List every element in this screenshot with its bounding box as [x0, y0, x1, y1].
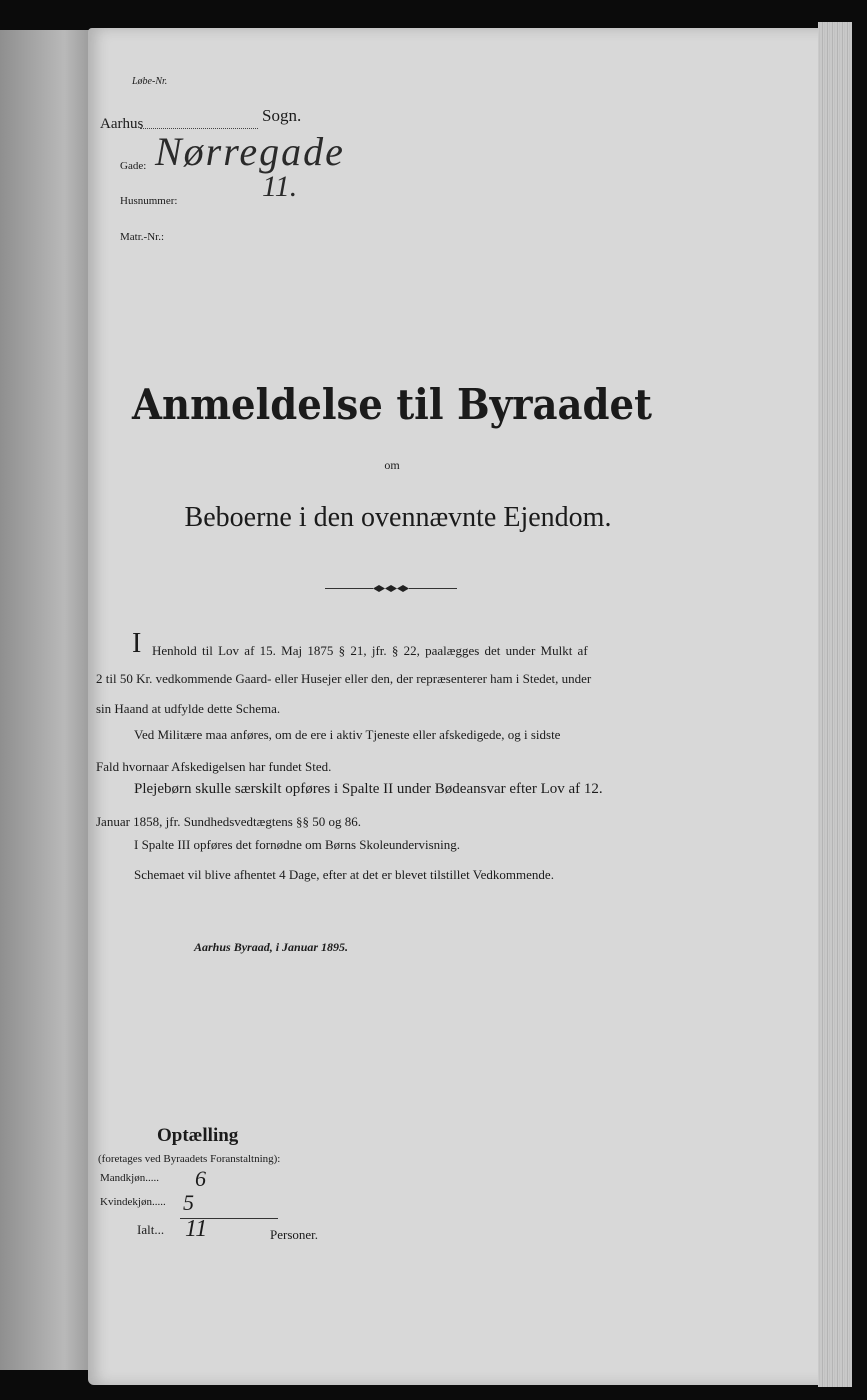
- female-label: Kvindekjøn.....: [100, 1196, 166, 1208]
- male-count-handwritten: 6: [195, 1166, 206, 1191]
- signoff: Aarhus Byraad, i Januar 1895.: [194, 940, 349, 954]
- street-label: Gade:: [120, 160, 147, 172]
- count-title: Optælling: [157, 1125, 239, 1146]
- instruction-line: Fald hvornaar Afskedigelsen har fundet Sted.: [96, 759, 332, 774]
- count-subtitle: (foretages ved Byraadets Foranstaltning):: [98, 1153, 281, 1165]
- instruction-line: I Spalte III opføres det fornødne om Børns Skoleundervisning.: [134, 837, 461, 852]
- title-connector: om: [384, 458, 400, 472]
- persons-label: Personer.: [270, 1227, 319, 1242]
- parish-label: Sogn.: [262, 106, 302, 125]
- instruction-line: sin Haand at udfylde dette Schema.: [96, 701, 281, 716]
- drop-cap: I: [132, 628, 142, 659]
- previous-page-edge: [0, 30, 92, 1370]
- lobe-nr-label: Løbe-Nr.: [132, 76, 168, 87]
- total-count-handwritten: 11: [185, 1216, 208, 1242]
- house-number-label: Husnummer:: [120, 195, 178, 207]
- document-title: Anmeldelse til Byraadet: [132, 380, 652, 429]
- house-number-handwritten: 11.: [262, 170, 298, 203]
- ornament-divider: [325, 588, 457, 590]
- male-label: Mandkjøn.....: [100, 1172, 159, 1184]
- instruction-line: Schemaet vil blive afhentet 4 Dage, efter at det er blevet tilstillet Vedkommende.: [134, 867, 554, 882]
- instruction-line: Januar 1858, jfr. Sundhedsvedtægtens §§ 50 og 86.: [96, 814, 362, 829]
- street-value-handwritten: Nørregade: [155, 129, 345, 174]
- female-count-handwritten: 5: [183, 1190, 194, 1215]
- instruction-line: Henhold til Lov af 15. Maj 1875 § 21, jfr. § 22, paalægges det under Mulkt af: [152, 643, 588, 658]
- instruction-line: 2 til 50 Kr. vedkommende Gaard- eller Husejer eller den, der repræsenterer ham i Stedet, under: [96, 671, 592, 686]
- city-label: Aarhus: [100, 116, 144, 132]
- total-label: Ialt...: [137, 1222, 165, 1237]
- document-subtitle: Beboerne i den ovennævnte Ejendom.: [184, 502, 612, 533]
- instruction-line: Ved Militære maa anføres, om de ere i aktiv Tjeneste eller afskedigede, og i sidste: [134, 727, 561, 742]
- matr-nr-label: Matr.-Nr.:: [120, 231, 164, 243]
- instruction-line: Plejebørn skulle særskilt opføres i Spalte II under Bødeansvar efter Lov af 12.: [134, 781, 603, 797]
- page-stack-edges: [818, 22, 852, 1387]
